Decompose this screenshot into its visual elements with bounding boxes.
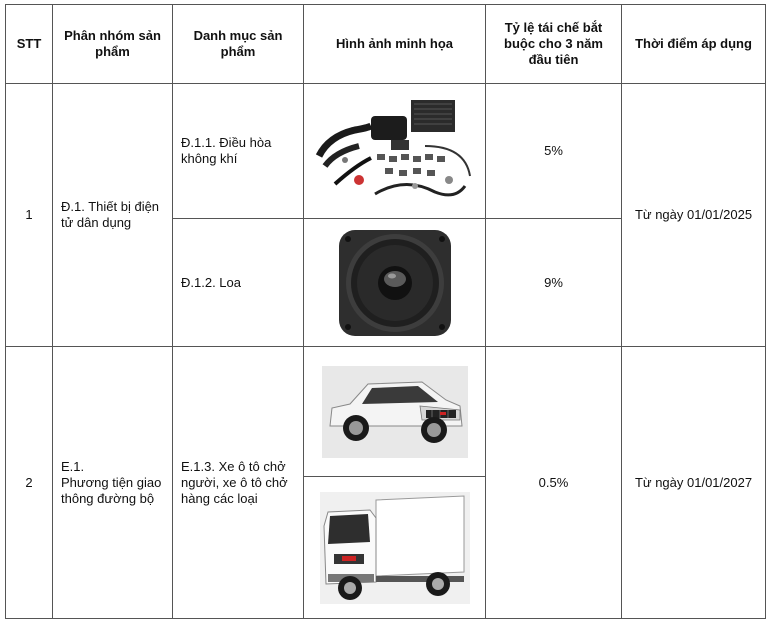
- header-stt: STT: [6, 5, 53, 84]
- suv-image: [304, 347, 486, 477]
- truck-image: [304, 477, 486, 619]
- row-2-stt: 2: [6, 347, 53, 619]
- table-row: [6, 84, 766, 219]
- row-1-item-1-rate: 5%: [486, 84, 622, 219]
- row-1-stt: 1: [6, 84, 53, 347]
- row-2-group: [53, 347, 173, 619]
- header-recycling-rate: Tỷ lệ tái chế bắt buộc cho 3 năm đầu tiên: [486, 5, 622, 84]
- speaker-image: [304, 219, 486, 347]
- row-2-category: E.1.3. Xe ô tô chở người, xe ô tô chở hàng các loại: [173, 347, 304, 619]
- row-2-rate: 0.5%: [486, 347, 622, 619]
- speaker-icon: [336, 227, 454, 339]
- table-row: [6, 347, 766, 477]
- header-product-category: Danh mục sản phẩm: [173, 5, 304, 84]
- row-2-effective-date: Từ ngày 01/01/2027: [622, 347, 766, 619]
- air-conditioner-image: [304, 84, 486, 219]
- row-2-group-code: E.1.: [61, 458, 85, 474]
- row-1-effective-date: Từ ngày 01/01/2025: [622, 84, 766, 347]
- suv-car-icon: [322, 366, 468, 458]
- row-1-item-1-category: Đ.1.1. Điều hòa không khí: [173, 84, 304, 219]
- row-1-group: Đ.1. Thiết bị điện tử dân dụng: [53, 84, 173, 347]
- header-row: [6, 5, 766, 84]
- box-truck-icon: [320, 492, 470, 604]
- header-illustration: Hình ảnh minh họa: [304, 5, 486, 84]
- header-effective-date: Thời điểm áp dụng: [622, 5, 766, 84]
- row-1-item-2-category: Đ.1.2. Loa: [173, 219, 304, 347]
- row-1-item-2-rate: 9%: [486, 219, 622, 347]
- row-2-group-name: Phương tiện giao thông đường bộ: [61, 474, 162, 506]
- recycling-rate-table: [5, 4, 766, 619]
- air-conditioner-parts-icon: [315, 96, 475, 206]
- header-product-group: Phân nhóm sản phẩm: [53, 5, 173, 84]
